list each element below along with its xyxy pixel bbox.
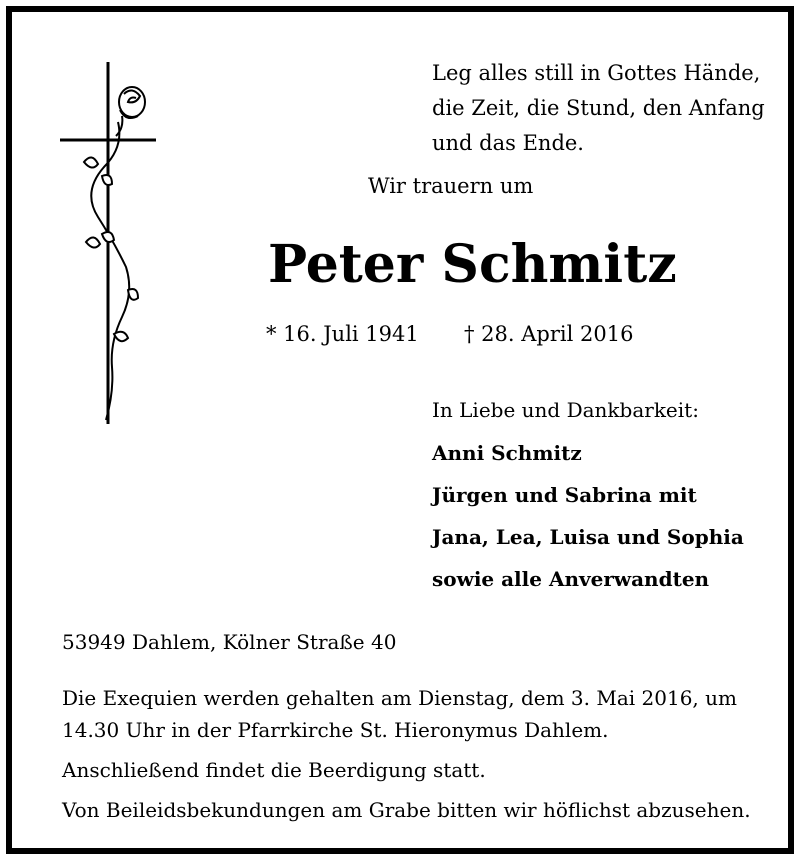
mourner-line: Jana, Lea, Luisa und Sophia: [432, 525, 744, 549]
paragraph: Anschließend findet die Beerdigung statt.: [62, 758, 486, 782]
quote-line: die Zeit, die Stund, den Anfang: [432, 96, 765, 120]
mourner-line: Jürgen und Sabrina mit: [432, 483, 697, 507]
thanks-heading: In Liebe und Dankbarkeit:: [432, 398, 699, 422]
service-details: [62, 682, 762, 834]
mourners-list: [432, 437, 744, 605]
deceased-name: Peter Schmitz: [268, 234, 677, 295]
birth-date: * 16. Juli 1941: [266, 322, 419, 346]
death-date: † 28. April 2016: [464, 322, 634, 346]
quote-line: Leg alles still in Gottes Hände,: [432, 61, 761, 85]
intro-text: Wir trauern um: [368, 174, 534, 198]
mourner-line: sowie alle Anverwandten: [432, 567, 710, 591]
quote-block: [432, 56, 765, 161]
cross-with-rose-icon: [52, 52, 172, 432]
paragraph: Die Exequien werden gehalten am Dienstag, dem 3. Mai 2016, um 14.30 Uhr in der Pfarrkirche St. Hieronymus Dahlem.: [62, 686, 737, 742]
quote-line: und das Ende.: [432, 131, 584, 155]
paragraph: Von Beileidsbekundungen am Grabe bitten wir höflichst abzusehen.: [62, 798, 751, 822]
obituary-frame: [6, 6, 794, 854]
mourner-line: Anni Schmitz: [432, 441, 582, 465]
address: 53949 Dahlem, Kölner Straße 40: [62, 630, 397, 654]
